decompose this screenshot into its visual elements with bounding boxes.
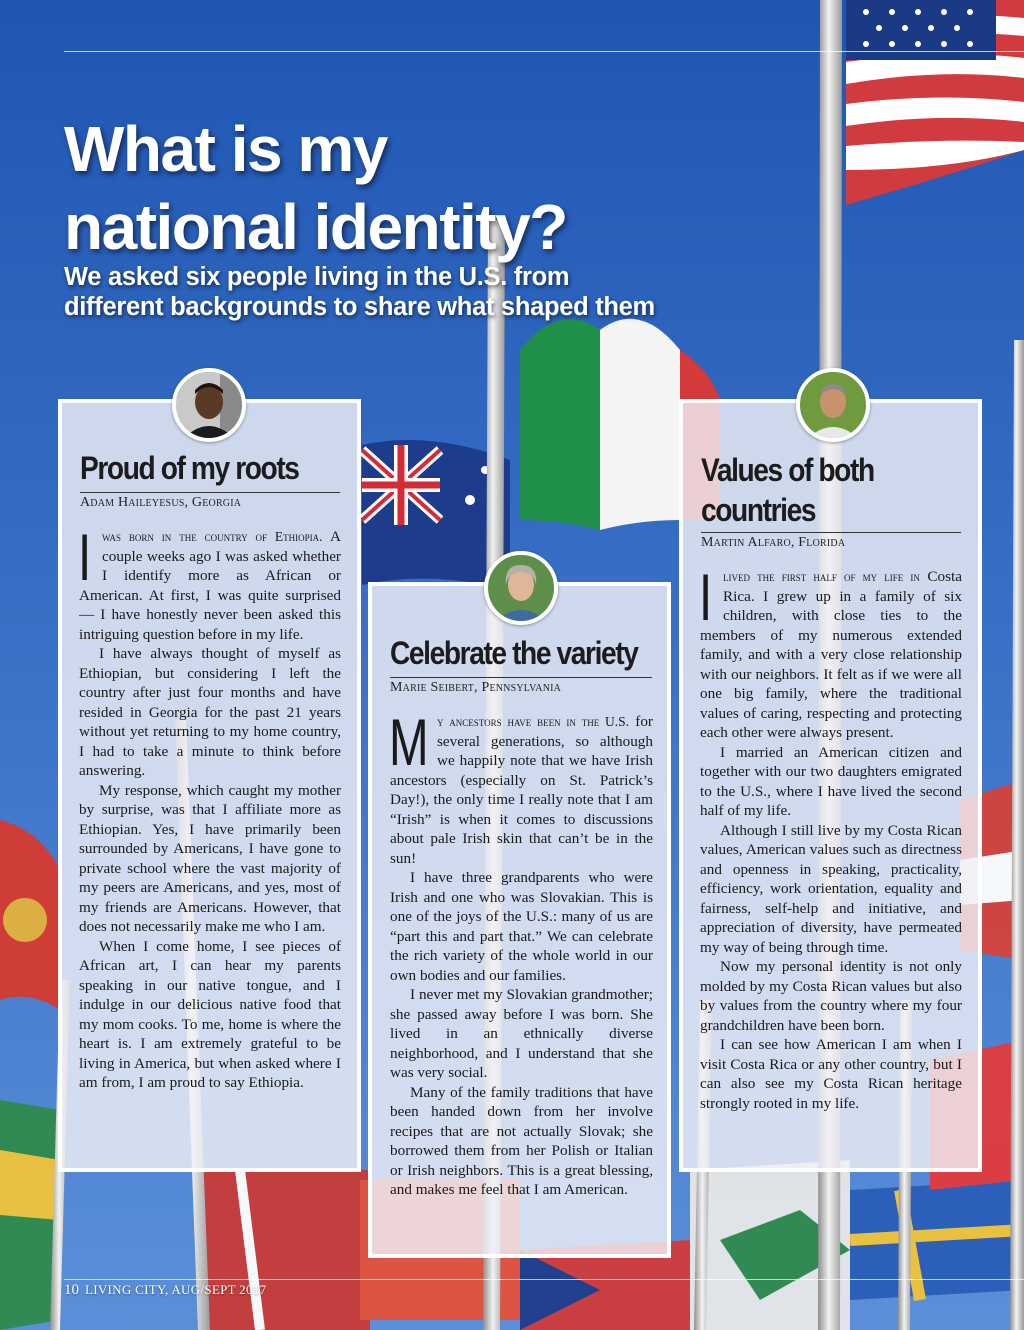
headline-line-2: national identity?	[64, 191, 567, 263]
lead-in: y ancestors have been in the U.S.	[437, 714, 630, 729]
article-paragraph: I have three grandparents who were Irish and one who was Slovakian. This is one of the joys of the U.S.: many of us are “part this and part that.” We can celebrate the rich variety of the whole world in our own bodies and our families.	[390, 869, 653, 984]
author-photo-martin	[796, 368, 870, 442]
article-card-values-of-both-countries	[679, 399, 982, 1172]
article-body	[699, 560, 962, 1113]
author-photo-adam	[172, 368, 246, 442]
title-line-2: countries	[701, 492, 816, 528]
title-rule	[701, 532, 961, 533]
lead-in: was born in the country of Ethiopia.	[102, 529, 323, 544]
article-byline: Marie Seibert, Pennsylvania	[390, 680, 562, 695]
page-number: 10	[64, 1282, 79, 1298]
drop-cap: I	[78, 520, 92, 594]
article-paragraph	[78, 520, 341, 644]
article-paragraph: Although I still live by my Costa Rican values, American values such as directness and openness in speaking, practicality, efficiency, work orientation, equality and fairness, self-help and initiative, and appreciation of diversity, have permeated my way of being through time.	[700, 821, 962, 956]
page-headline	[64, 110, 764, 266]
subhead-line-1: We asked six people living in the U.S. from	[64, 263, 570, 291]
article-title: Proud of my roots	[80, 450, 299, 486]
title-rule	[80, 492, 340, 493]
title-line-1: Values of both	[701, 452, 874, 488]
article-title: Celebrate the variety	[390, 635, 638, 671]
article-body	[389, 705, 653, 1200]
footer-rule	[64, 1279, 1024, 1280]
article-paragraph: I have always thought of myself as Ethiopian, but considering I left the country after just four months and have resided in Georgia for the past 21 years without yet returning to my home country, I had to take a minute to think before answering.	[79, 645, 341, 779]
publication-name: LIVING CITY, AUG/SEPT 2017	[85, 1282, 267, 1297]
paragraph-text: for several generations, so although we happily note that we have Irish ancestors (especially on St. Patrick’s Day!), the only time I really note that I am “Irish” is when it comes to discussions about pale Irish skin that can’t be in the sun!	[390, 713, 653, 867]
article-title	[701, 450, 874, 530]
article-paragraph	[699, 560, 962, 743]
article-paragraph: I can see how American I am when I visit Costa Rica or any other country, but I can also see my Costa Rican heritage strongly rooted in my life.	[700, 1036, 962, 1112]
article-paragraph: Now my personal identity is not only molded by my Costa Rican values but also by values from the country where my four grandchildren have been born.	[700, 958, 962, 1034]
subhead-line-2: different backgrounds to share what shaped them	[64, 293, 655, 321]
paragraph-text: A couple weeks ago I was asked whether I identify more as African or American. At first, I was quite surprised — I have honestly never been asked this intriguing question before in my life.	[79, 528, 341, 643]
article-body	[78, 520, 341, 1093]
author-photo-marie	[484, 551, 558, 625]
drop-cap: M	[389, 705, 429, 779]
article-paragraph: I never met my Slovakian grandmother; she passed away before I was born. She lived in an ethnically diverse neighborhood, and I understand that she was very social.	[390, 986, 653, 1081]
page-subhead	[64, 262, 764, 322]
article-paragraph: Many of the family traditions that have been handed down from her involve recipes that are not actually Slovak; she borrowed them from her Polish or Italian or Irish neighbors. This is a great blessing, and makes me feel that I am American.	[390, 1083, 653, 1198]
article-byline: Martin Alfaro, Florida	[701, 535, 846, 550]
title-rule	[390, 677, 652, 678]
article-paragraph	[389, 705, 653, 868]
headline-line-1: What is my	[64, 113, 387, 185]
article-card-celebrate-the-variety	[368, 582, 671, 1258]
article-paragraph: I married an American citizen and together with our two daughters emigrated to the U.S., where I have lived the second half of my life.	[700, 743, 962, 819]
top-rule	[64, 51, 1024, 52]
drop-cap: I	[699, 560, 713, 634]
article-paragraph: When I come home, I see pieces of African art, I can hear my parents speaking in our native tongue, and I indulge in our delicious native food that my mom cooks. To me, home is where the heart is. I am extremely grateful to be living in America, but when asked where I am from, I am proud to say Ethiopia.	[79, 937, 341, 1091]
article-card-proud-of-my-roots	[58, 399, 361, 1172]
article-paragraph: My response, which caught my mother by surprise, was that I affiliate more as Ethiopian. Yes, I have primarily been surrounded by Americans, I have gone to private school where the vast majority of my peers are Americans, and yes, most of my friends are Americans. However, that does not necessarily make me who I am.	[79, 781, 341, 935]
page-folio	[64, 1282, 266, 1299]
article-byline: Adam Haileyesus, Georgia	[80, 495, 242, 510]
paragraph-text: Costa Rica. I grew up in a family of six children, with close ties to the members of my numerous extended family, and with a very close relationship with our neighbors. It felt as if we were all one big family, where the traditional values of caring, respecting and protecting each other were always present.	[700, 568, 962, 741]
lead-in: lived the first half of my life in	[723, 569, 920, 584]
